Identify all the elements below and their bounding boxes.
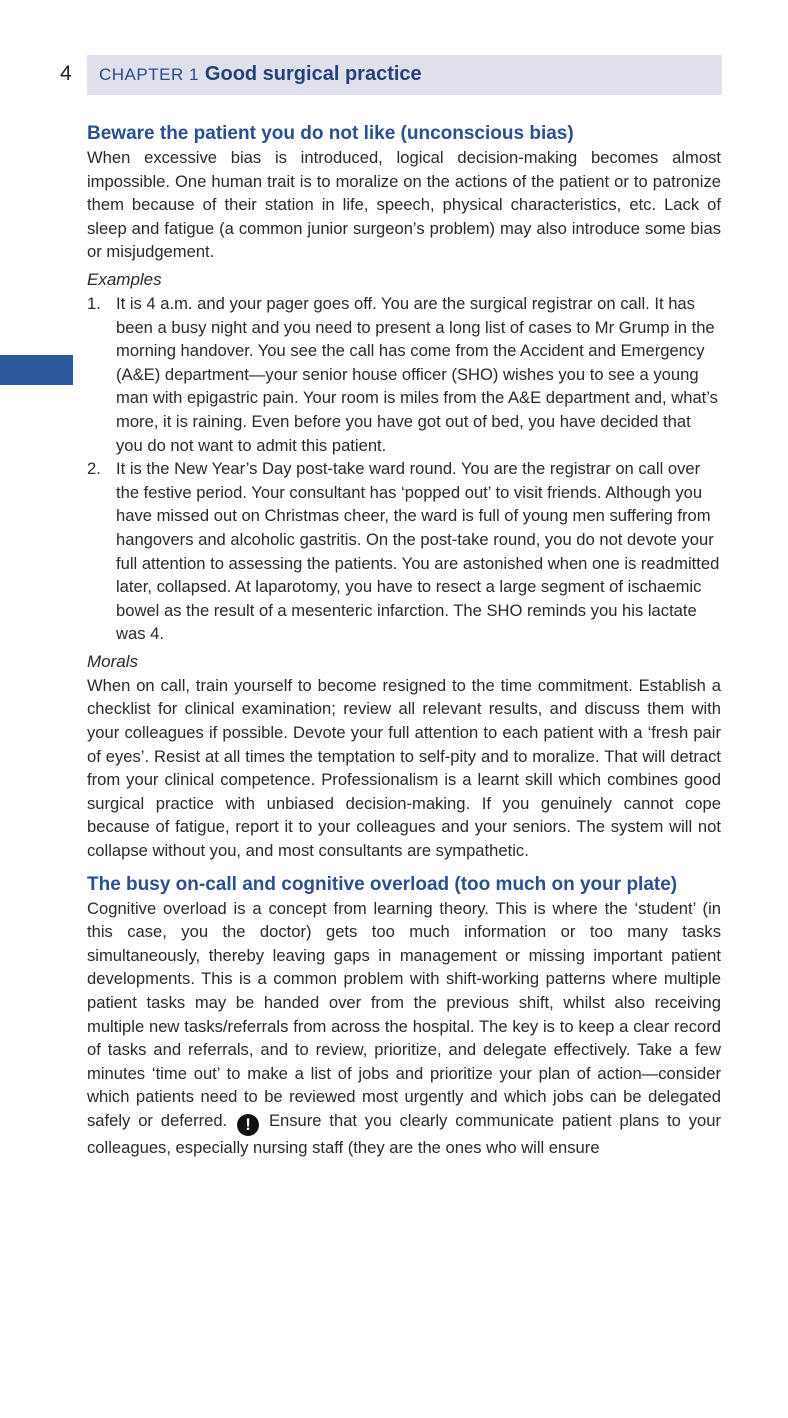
warning-icon: ! [237, 1114, 259, 1136]
morals-paragraph: When on call, train yourself to become resigned to the time commitment. Establish a checklist for clinical examination; review all relevant results, and discuss them with your colleagues if possible. Devote your full attention to each patient with a ‘fresh pair of eyes’. Resist at all times the temptation to self-pity and to moralize. That will detract from your clinical competence. Professionalism is a learnt skill which combines good surgical practice with unbiased decision-making. If you genuinely cannot cope because of fatigue, report it to your colleagues and your seniors. The system will not collapse without you, and most consultants are sympathetic. [87, 675, 721, 861]
list-item [87, 457, 721, 646]
morals-subheading: Morals [87, 651, 139, 671]
bias-intro-paragraph: When excessive bias is introduced, logical decision-making becomes almost impossible. One human trait is to moralize on the actions of the patient or to patronize them because of their station in life, speech, physical characteristics, etc. Lack of sleep and fatigue (a common junior surgeon’s problem) may also introduce some bias or misjudgement. [87, 148, 721, 262]
examples-list [87, 292, 721, 646]
list-item-text: It is 4 a.m. and your pager goes off. You are the surgical registrar on call. It has been a busy night and you need to present a long list of cases to Mr Grump in the morning handover. You see the call has come from the Accident and Emergency (A&E) department—your senior house officer (SHO) wishes you to see a young man with epigastric pain. Your room is miles from the A&E department and, what’s more, it is raining. Even before you have got out of bed, you have decided that you do not want to admit this patient. [116, 293, 718, 455]
section-heading-bias: Beware the patient you do not like (unconscious bias) [87, 123, 574, 144]
page-number: 4 [60, 62, 72, 85]
chapter-label: CHAPTER 1 [99, 65, 199, 84]
list-item-number: 1. [87, 293, 101, 313]
examples-subheading: Examples [87, 269, 162, 289]
cognitive-overload-paragraph [87, 897, 721, 1160]
chapter-title: Good surgical practice [204, 63, 422, 85]
list-item-number: 2. [87, 459, 101, 479]
list-item [87, 292, 721, 457]
section-heading-cognitive-overload: The busy on-call and cognitive overload (too much on your plate) [87, 873, 678, 895]
chapter-header-band [87, 55, 722, 95]
list-item-text: It is the New Year’s Day post-take ward round. You are the registrar on call over the festive period. Your consultant has ‘popped out’ to visit friends. Although you have missed out on Christmas cheer, the ward is full of young men suffering from hangovers and alcoholic gastritis. On the post-take round, you do not devote your full attention to assessing the patients. You are astonished when one is readmitted later, collapsed. At laparotomy, you have to resect a large segment of ischaemic bowel as the result of a mesenteric infarction. The SHO reminds you his lactate was 4. [116, 459, 720, 644]
chapter-thumb-tab [0, 355, 73, 385]
page-content [87, 122, 721, 1160]
paragraph-text: Ensure that you clearly communicate patient plans to your colleagues, especially nursing staff (they are the ones who will ensure [87, 1110, 721, 1157]
paragraph-text: Cognitive overload is a concept from learning theory. This is where the ‘student’ (in this case, you the doctor) gets too much information or too many tasks simultaneously, thereby leaving gaps in management or missing important patient developments. This is a common problem with shift-working patterns where multiple patient tasks may be handed over from the previous shift, whilst also receiving multiple new tasks/referrals from across the hospital. The key is to keep a clear record of tasks and referrals, and to review, prioritize, and delegate effectively. Take a few minutes ‘time out’ to make a list of jobs and prioritize your plan of action—consider which patients need to be reviewed most urgently and which jobs can be delegated safely or deferred. [87, 898, 721, 1130]
